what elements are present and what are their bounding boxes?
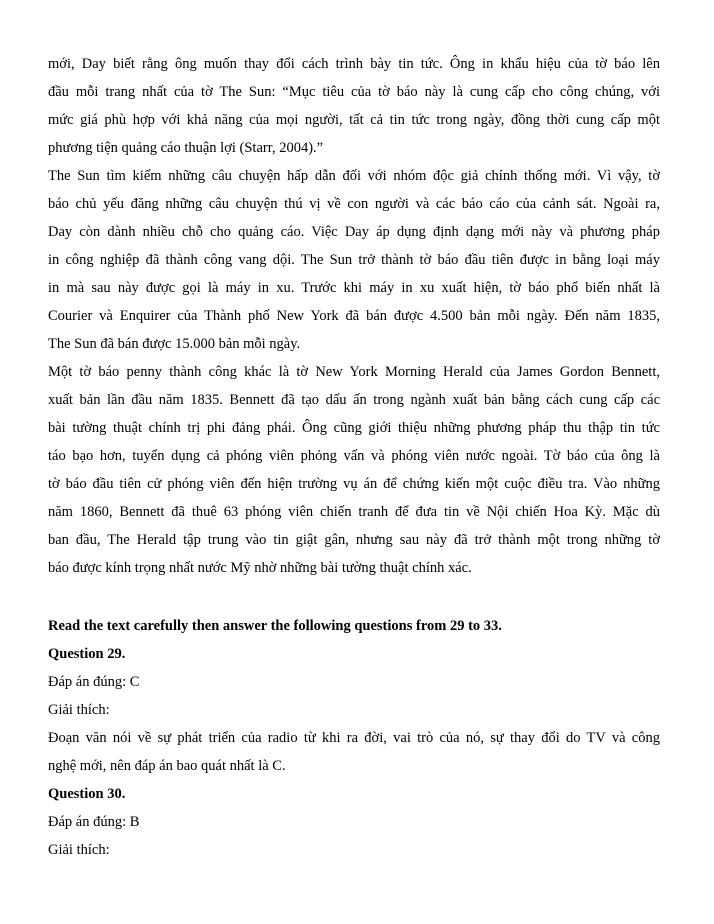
passage-paragraph-3-line-4: táo bạo hơn, tuyển dụng cả phóng viên phỏng vấn và phóng viên nước ngoài. Tờ báo của ông là [48, 448, 660, 464]
passage-paragraph-2-line-1: The Sun tìm kiếm những câu chuyện hấp dẫn đối với nhóm độc giả chính thống mới. Vì vậy, tờ [48, 168, 660, 184]
question-29-heading: Question 29. [48, 646, 126, 662]
question-29-explanation-line-2: nghệ mới, nên đáp án bao quát nhất là C. [48, 758, 286, 774]
passage-paragraph-2-line-5: in mà sau này được gọi là máy in xu. Trước khi máy in xu xuất hiện, tờ báo phổ biến nhất là [48, 280, 660, 296]
document-content [48, 50, 660, 864]
passage-paragraph-2-line-4: in công nghiệp đã thành công vang dội. The Sun trở thành tờ báo đầu tiên được in bằng loại máy [48, 252, 660, 268]
question-29-explanation-line-1: Đoạn văn nói về sự phát triển của radio từ khi ra đời, vai trò của nó, sự thay đổi do TV và công [48, 730, 660, 746]
instruction-heading: Read the text carefully then answer the following questions from 29 to 33. [48, 618, 502, 634]
passage-paragraph-3-line-1: Một tờ báo penny thành công khác là tờ New York Morning Herald của James Gordon Bennett, [48, 364, 660, 380]
passage-paragraph-2-line-6: Courier và Enquirer của Thành phố New York đã bán được 4.500 bản mỗi ngày. Đến năm 1835, [48, 308, 660, 324]
passage-paragraph-1-line-4: phương tiện quảng cáo thuận lợi (Starr, 2004).” [48, 140, 324, 156]
question-30-heading: Question 30. [48, 786, 126, 802]
question-30-explanation-label: Giải thích: [48, 842, 110, 858]
passage-paragraph-3-line-6: năm 1860, Bennett đã thuê 63 phóng viên chiến tranh để đưa tin về Nội chiến Hoa Kỳ. Mặc dù [48, 504, 660, 520]
passage-paragraph-3-line-3: bài tường thuật chính trị phi đảng phái. Ông cũng giới thiệu những phương pháp thu thập tin tức [48, 420, 660, 436]
passage-paragraph-2-line-2: báo chủ yếu đăng những câu chuyện thú vị về con người và các báo cáo của cảnh sát. Ngoài ra, [48, 196, 660, 212]
passage-paragraph-1-line-2: đầu mỗi trang nhất của tờ The Sun: “Mục tiêu của tờ báo này là cung cấp cho công chúng, với [48, 84, 660, 100]
question-29-answer: Đáp án đúng: C [48, 674, 140, 690]
passage-paragraph-3-line-5: tờ báo đầu tiên cử phóng viên đến hiện trường vụ án để chứng kiến một cuộc điều tra. Vào những [48, 476, 660, 492]
passage-paragraph-3-line-2: xuất bản lần đầu năm 1835. Bennett đã tạo dấu ấn trong ngành xuất bản bằng cách cung cấp các [48, 392, 660, 408]
passage-paragraph-1-line-1: mới, Day biết rằng ông muốn thay đổi cách trình bày tin tức. Ông in khẩu hiệu của tờ báo lên [48, 56, 660, 72]
question-30-answer: Đáp án đúng: B [48, 814, 140, 830]
question-29-explanation-label: Giải thích: [48, 702, 110, 718]
passage-paragraph-2-line-7: The Sun đã bán được 15.000 bản mỗi ngày. [48, 336, 301, 352]
passage-paragraph-3-line-8: báo được kính trọng nhất nước Mỹ nhờ những bài tường thuật chính xác. [48, 560, 472, 576]
passage-paragraph-3-line-7: ban đầu, The Herald tập trung vào tin giật gân, nhưng sau này đã trở thành một trong những tờ [48, 532, 660, 548]
passage-paragraph-1-line-3: mức giá phù hợp với khả năng của mọi người, tất cả tin tức trong ngày, đồng thời cung cấp một [48, 112, 660, 128]
passage-paragraph-2-line-3: Day còn dành nhiều chỗ cho quảng cáo. Việc Day áp dụng định dạng mới này và phương pháp [48, 224, 660, 240]
